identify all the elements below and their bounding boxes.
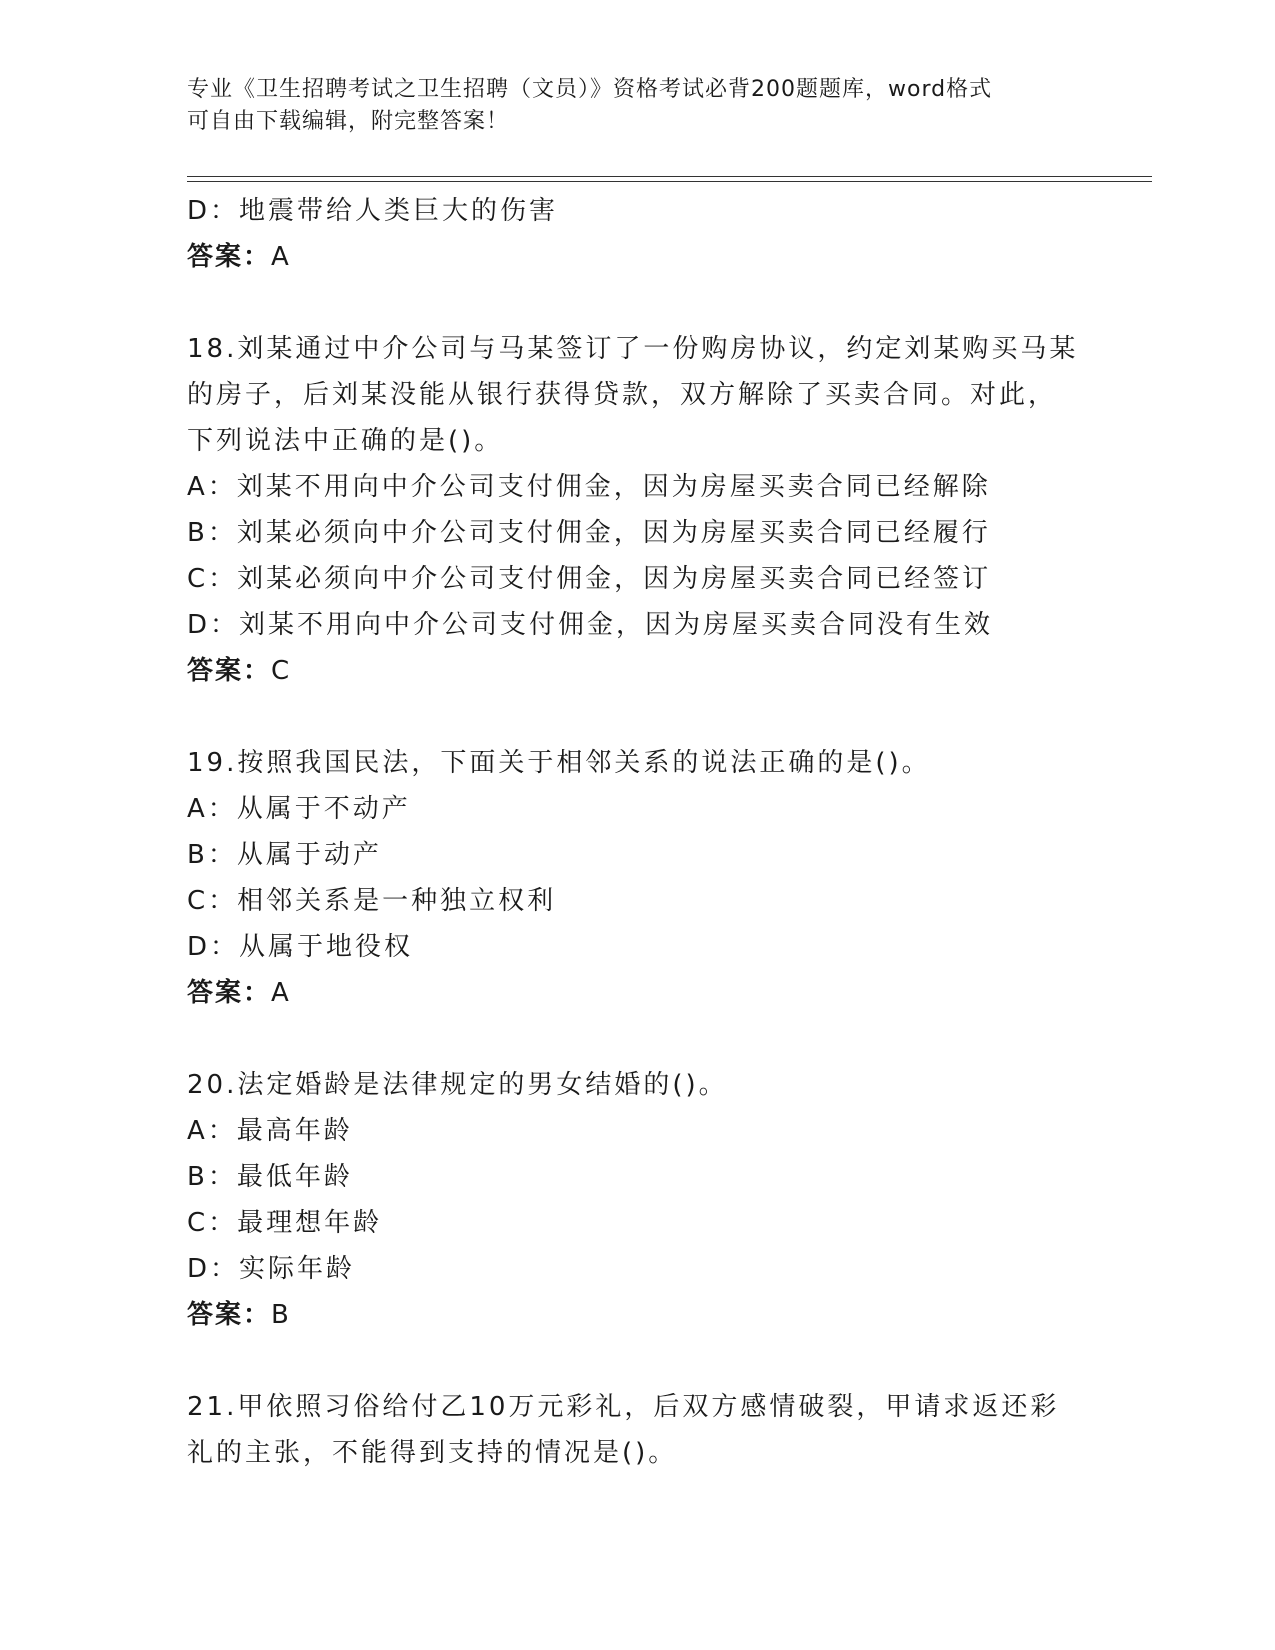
option-d: D：从属于地役权 [187,932,414,962]
header-divider-top [187,176,1152,177]
answer-label: 答案： [187,242,272,272]
option-c: C：最理想年龄 [187,1208,383,1238]
option-d: D：刘某不用向中介公司支付佣金，因为房屋买卖合同没有生效 [187,610,994,640]
question-list [187,188,1087,1476]
question-stem: 下列说法中正确的是()。 [187,426,504,456]
header-line-2: 可自由下载编辑，附完整答案！ [187,109,510,134]
question-19 [187,740,1087,1016]
option-a: A：从属于不动产 [187,794,411,824]
question-stem: 的房子，后刘某没能从银行获得贷款，双方解除了买卖合同。对此， [187,380,1058,410]
question-stem: 18.刘某通过中介公司与马某签订了一份购房协议，约定刘某购买马某 [187,334,1079,364]
question-17-tail [187,188,1087,280]
answer-line [187,1292,1087,1338]
option-b: B：最低年龄 [187,1162,353,1192]
answer-line [187,970,1087,1016]
option-b: B：刘某必须向中介公司支付佣金，因为房屋买卖合同已经履行 [187,518,991,548]
answer-label: 答案： [187,656,272,686]
answer-value: A [271,242,292,272]
option-b: B：从属于动产 [187,840,382,870]
answer-line [187,234,1087,280]
option-a: A：刘某不用向中介公司支付佣金，因为房屋买卖合同已经解除 [187,472,991,502]
question-stem: 21.甲依照习俗给付乙10万元彩礼，后双方感情破裂，甲请求返还彩 [187,1392,1060,1422]
header-divider-bottom [187,181,1152,182]
option-c: C：刘某必须向中介公司支付佣金，因为房屋买卖合同已经签订 [187,564,992,594]
question-stem: 礼的主张，不能得到支持的情况是()。 [187,1438,678,1468]
question-stem: 20.法定婚龄是法律规定的男女结婚的()。 [187,1070,728,1100]
answer-value: A [271,978,292,1008]
answer-label: 答案： [187,1300,272,1330]
answer-value: C [271,656,293,686]
document-header [187,74,1087,138]
option-d: D：地震带给人类巨大的伤害 [187,196,559,226]
header-line-1: 专业《卫生招聘考试之卫生招聘（文员）》资格考试必背200题题库，word格式 [187,77,993,102]
answer-label: 答案： [187,978,272,1008]
option-a: A：最高年龄 [187,1116,353,1146]
answer-value: B [271,1300,292,1330]
question-18 [187,326,1087,694]
answer-line [187,648,1087,694]
option-c: C：相邻关系是一种独立权利 [187,886,557,916]
question-stem: 19.按照我国民法，下面关于相邻关系的说法正确的是()。 [187,748,931,778]
question-21 [187,1384,1087,1476]
question-20 [187,1062,1087,1338]
option-d: D：实际年龄 [187,1254,356,1284]
